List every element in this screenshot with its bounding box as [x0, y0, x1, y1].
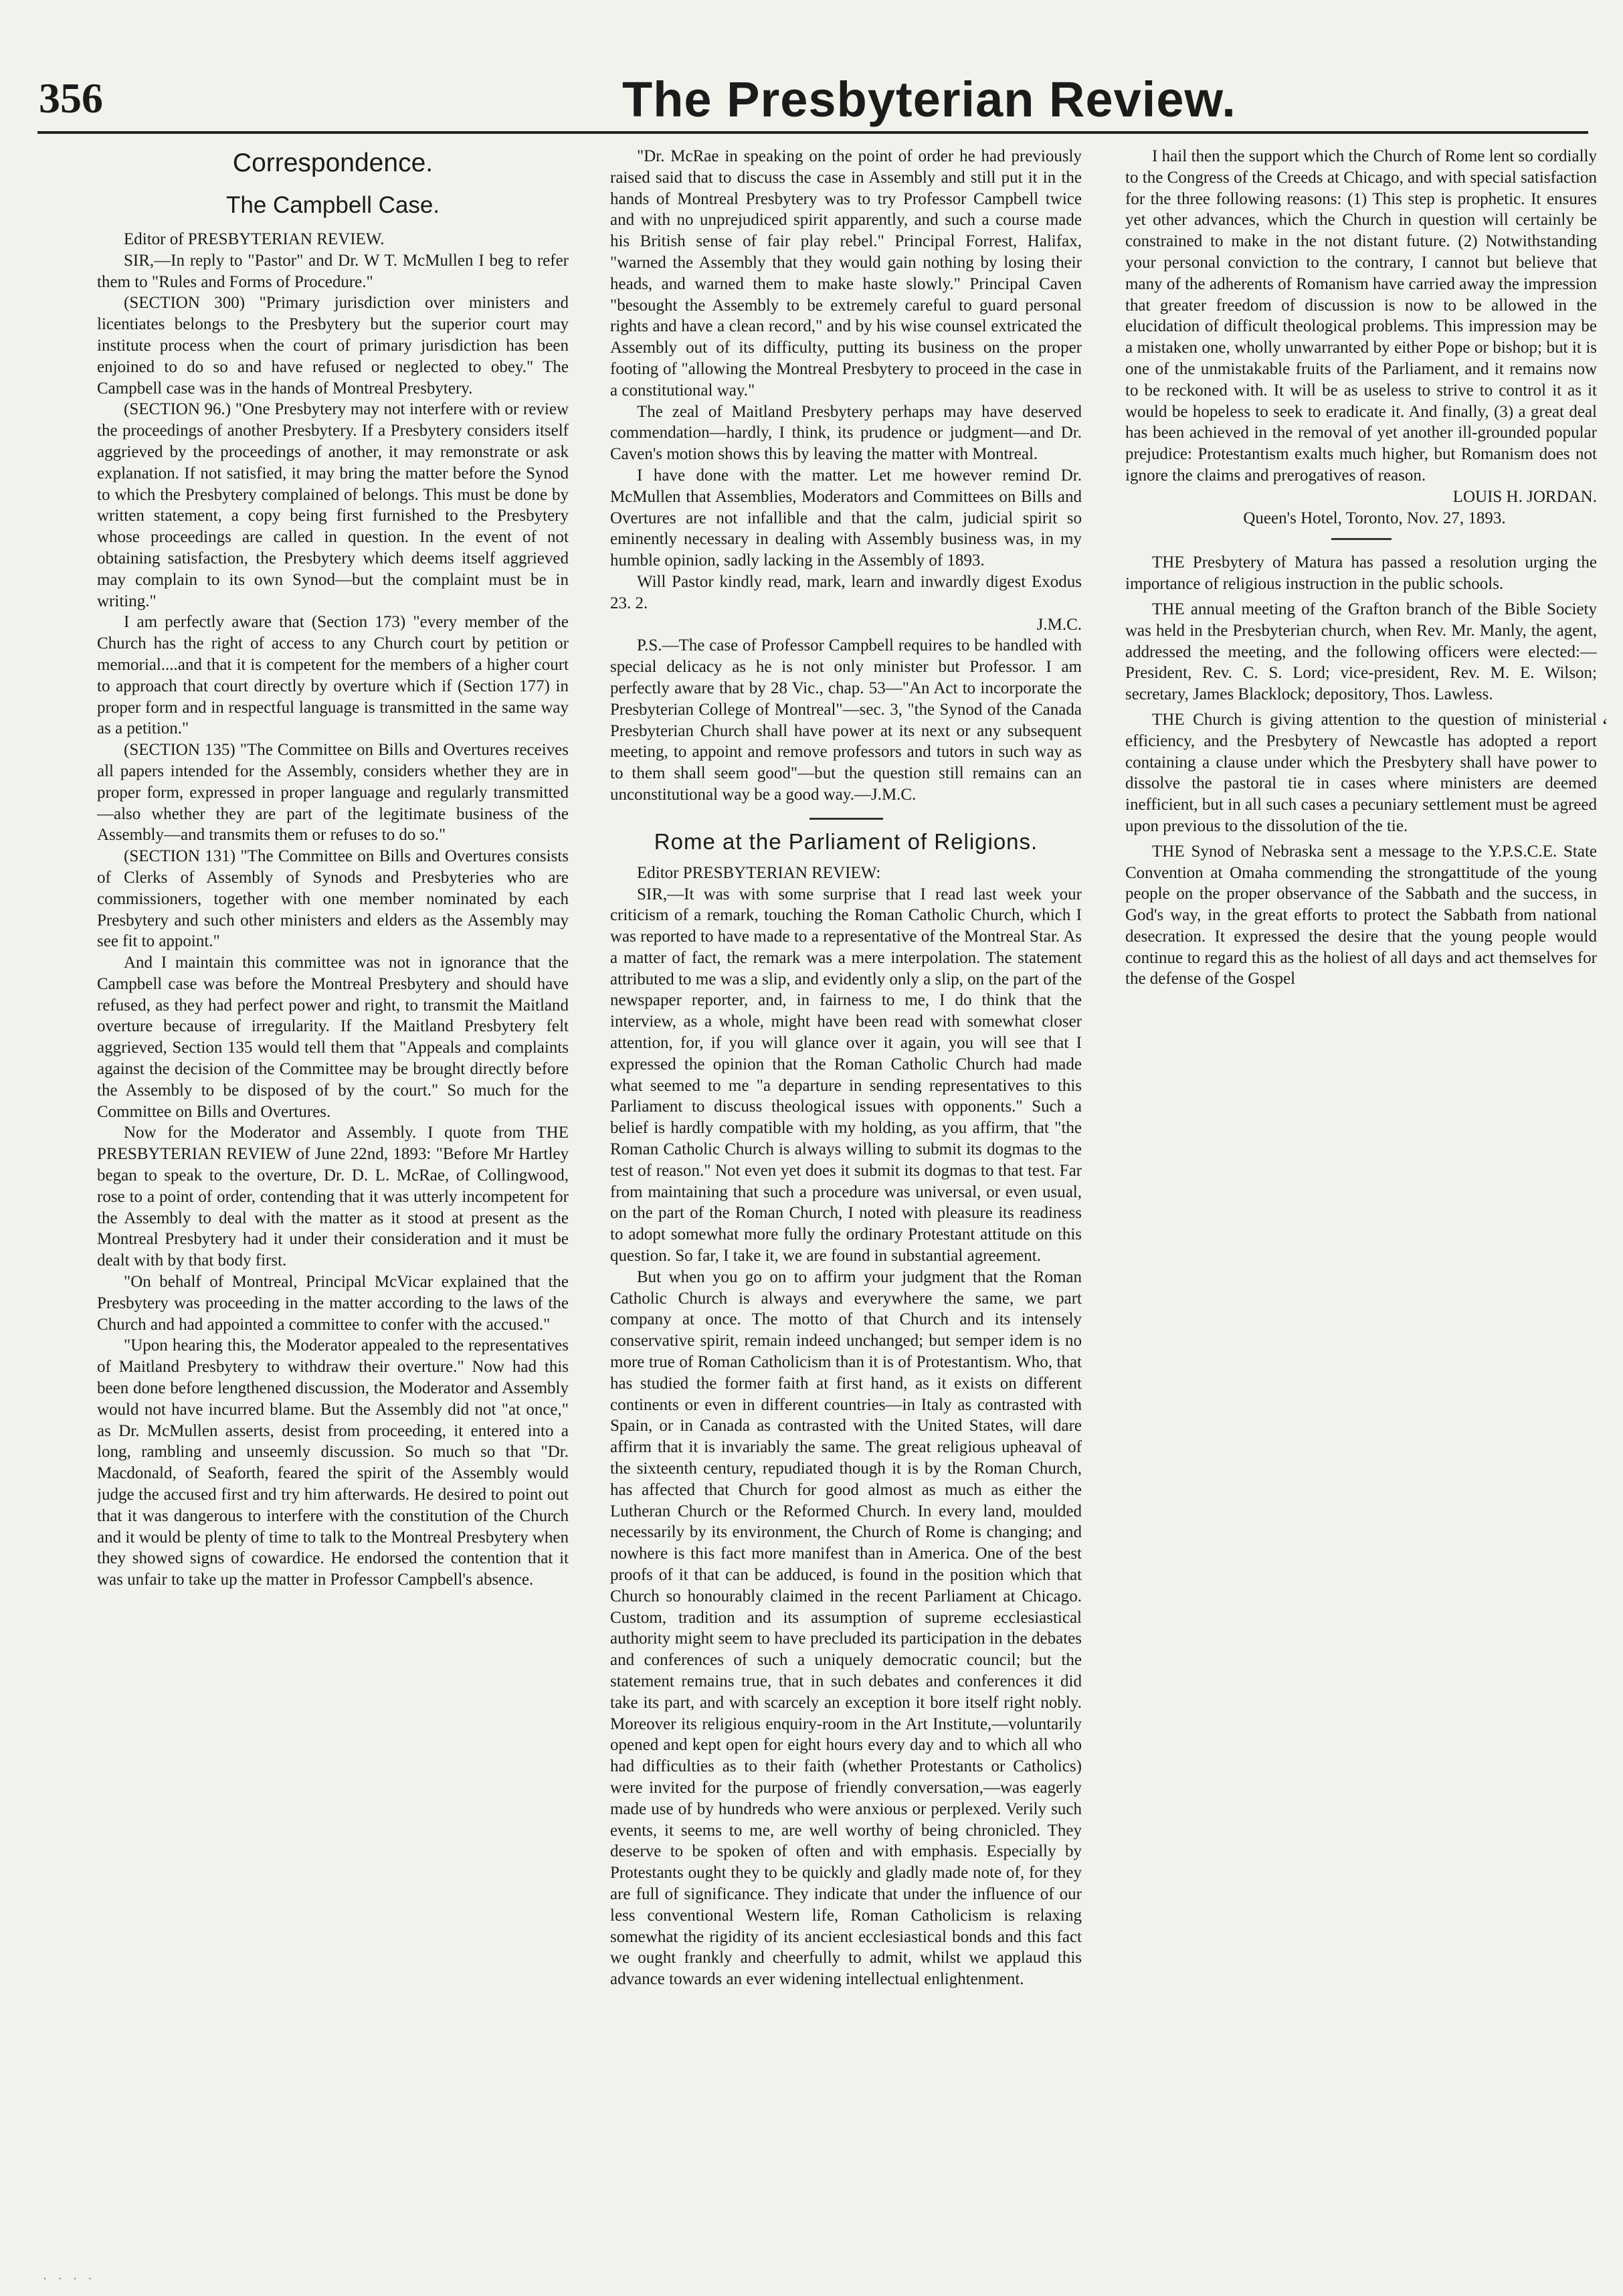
paragraph: "Dr. McRae in speaking on the point of order he had previously raised said that to discuss the case in Assembly and still put it in the hands of Montreal Presbytery was to try Professor Campbell twice and with no unprejudiced spirit apparently, and such a course made his British sense of fair play rebel." Principal Forrest, Halifax, "warned the Assembly that they would gain nothing by losing their heads, and warned them to make haste slowly." Principal Caven "besought the Assembly to be extremely careful to guard personal rights and have a clean record," and by his wise counsel extricated the Assembly out of its difficulty, putting its business on the proper footing of "allowing the Montreal Presbytery to proceed in the case in a constitutional way.": [610, 147, 1082, 400]
article-title: The Campbell Case.: [225, 192, 440, 218]
paragraph: "Upon hearing this, the Moderator appealed to the representatives of Maitland Presbytery to withdraw their overture." Now had this been done before lengthened discussion, the Moderator and Assembly would not have incurred blame. But the Assembly did not "at once," as Dr. McMullen asserts, desist from proceeding, it entered into a long, rambling and unseemly discussion. So much so that "Dr. Macdonald, of Seaforth, feared the spirit of the Assembly would judge the accused first and try him afterwards. He desired to point out that it was dangerous to interfere with the constitution of the Church and it would be plenty of time to talk to the Montreal Presbytery when they showed signs of cowardice. He endorsed the contention that it was unfair to take up the matter in Professor Campbell's absence.: [97, 1336, 569, 1589]
news-notice: THE Church is giving attention to the question of ministerial efficiency, and the Presbytery of Newcastle has adopted a report containing a clause under which the Presbytery shall have power to dissolve the pastoral tie in cases where ministers are deemed inefficient, but in all such cases a pecuniary settlement must be agreed upon previous to the dissolution of the tie.: [1125, 710, 1597, 835]
paragraph: (SECTION 96.) "One Presbytery may not interfere with or review the proceedings of another Presbytery. If a Presbytery considers itself aggrieved by the proceedings of another, it may remonstrate or ask explanation. If not satisfied, it may bring the matter before the Synod to which the Presbytery complained of belongs. This must be done by written statement, a copy being first furnished to the Presbytery whose proceedings are called in question. In the event of not obtaining satisfaction, the Presbytery which deems itself aggrieved may complain to its own Synod—but the complaint must be in writing.": [97, 400, 569, 610]
news-notice: THE Presbytery of Matura has passed a resolution urging the importance of religious instruction in the public schools.: [1125, 553, 1597, 594]
footer-marks: · · · ·: [43, 2272, 96, 2285]
paragraph: Now for the Moderator and Assembly. I quote from THE PRESBYTERIAN REVIEW of June 22nd, 1893: "Before Mr Hartley began to speak to the overture, Dr. D. L. McRae, of Collingwood, rose to a point of order, contending that it was utterly incompetent for the Assembly to deal with the matter as it stood at present as the Montreal Presbytery had it under their consideration and it must be dealt with by that body first.: [97, 1124, 569, 1270]
paragraph: And I maintain this committee was not in ignorance that the Campbell case was before the Montreal Presbytery and should have refused, as they had perfect power and right, to transmit the Maitland overture because of irregularity. If the Maitland Presbytery felt aggrieved, Section 135 would tell them that "Appeals and complaints against the decision of the Committee may be brought directly before the Assembly to be disposed of by the court." So much for the Committee on Bills and Overtures.: [97, 954, 569, 1121]
article-title: Rome at the Parliament of Religions.: [654, 828, 1038, 854]
signature: LOUIS H. JORDAN.: [1452, 487, 1597, 506]
divider: [1331, 538, 1392, 540]
paragraph: Will Pastor kindly read, mark, learn and inwardly digest Exodus 23. 2.: [610, 572, 1082, 612]
news-notice: THE annual meeting of the Grafton branch of the Bible Society was held in the Presbyterian church, when Rev. Mr. Manly, the agent, addressed the meeting, and the following officers were elected:—President, Rev. C. S. Lord; vice-president, Rev. M. E. Wilson; secretary, James Blacklock; depository, Thos. Lawless.: [1125, 600, 1597, 704]
paragraph: I have done with the matter. Let me however remind Dr. McMullen that Assemblies, Moderators and Committees on Bills and Overtures are not infallible and that the calm, judicial spirit so eminently necessary in dealing with Assembly business was, in my humble opinion, sadly lacking in the Assembly of 1893.: [610, 466, 1082, 570]
running-title: The Presbyterian Review.: [622, 72, 1236, 127]
editor-line: Editor PRESBYTERIAN REVIEW:: [637, 863, 881, 882]
paragraph: I am perfectly aware that (Section 173) "every member of the Church has the right of access to any Church court by petition or memorial....and that it is competent for the members of a higher court to approach that court directly by overture which if (Section 177) in proper form and in respectful language is transmitted in the same way as a petition.": [97, 613, 569, 738]
postscript: P.S.—The case of Professor Campbell requires to be handled with special delicacy as he is not only minister but Professor. I am perfectly aware that by 28 Vic., chap. 53—"An Act to incorporate the Presbyterian College of Montreal"—sec. 3, "the Synod of the Canada Presbyterian Church shall have power at its next or any subsequent meeting, to appoint and remove professors and tutors in such way as to them shall seem good"—but the question still remains can an unconstitutional way be a good way.—J.M.C.: [610, 636, 1082, 804]
header-rule: [37, 131, 1588, 134]
paragraph: (SECTION 300) "Primary jurisdiction over ministers and licentiates belongs to the Presbytery but the superior court may institute process when the court of primary jurisdiction has been enjoined to do so and have refused or neglected to obey." The Campbell case was in the hands of Montreal Presbytery.: [97, 294, 569, 398]
editor-line: Editor of PRESBYTERIAN REVIEW.: [124, 230, 385, 248]
paragraph: But when you go on to affirm your judgment that the Roman Catholic Church is always and everywhere the same, we part company at once. The motto of that Church and its intensely conservative spirit, remain indeed unchanged; but semper idem is no more true of Roman Catholicism than it is of Protestantism. Who, that has studied the former faith at first hand, as it exists on different continents or even in different countries—in Italy as contrasted with Spain, or in Canada as contrasted with the United States, will dare affirm that it is invariably the same. The great religious upheaval of the sixteenth century, repudiated though it is by the Roman Church, has affected that Church for good almost as much as either the Lutheran Church or the Reformed Church. In every land, moulded necessarily by its environment, the Church of Rome is changing; and nowhere is this fact more manifest than in America. One of the best proofs of it that can be adduced, is found in the position which that Church so honourably claimed in the recent Parliament at Chicago. Custom, tradition and its assumption of supreme ecclesiastical authority might seem to have precluded its participation in the debates and conferences of such a uniquely democratic council; but the statement remains true, that in such debates and conferences it did take its part, and with scarcely an exception it bore itself right nobly. Moreover its religious enquiry-room in the Art Institute,—voluntarily opened and kept open for eight hours every day and to which all who had difficulties as to their faith (whether Protestants or Catholics) were invited for the purpose of friendly conversation,—was eagerly made use of by hundreds who were anxious or perplexed. Verily such events, it seems to me, are well worthy of being chronicled. They deserve to be spoken of often and with emphasis. Especially by Protestants ought they to be quickly and gladly made note of, for they are full of significance. They indicate that under the influence of our less conventional Western life, Roman Catholicism is relaxing somewhat the rigidity of its ancient ecclesiastical bonds and this fact we ought frankly and cheerfully to admit, whilst we applaud this advance towards an ever widening intellectual enlightenment.: [610, 1267, 1082, 1989]
column-2: [610, 146, 1082, 2200]
paragraph: SIR,—In reply to "Pastor" and Dr. W T. McMullen I beg to refer them to "Rules and Forms of Procedure.": [97, 251, 569, 291]
paragraph: "On behalf of Montreal, Principal McVicar explained that the Presbytery was proceeding in the matter according to the laws of the Church and had appointed a committee to confer with the accused.": [97, 1273, 569, 1334]
paragraph: (SECTION 135) "The Committee on Bills and Overtures receives all papers intended for the Assembly, considers whether they are in proper form, expressed in proper language and regularly transmitted—also whether they are part of the legitimate business of the Assembly—and transmits them or refuses to do so.": [97, 741, 569, 845]
paragraph: (SECTION 131) "The Committee on Bills and Overtures consists of Clerks of Assembly of Synods and Presbyteries who are commissioners, together with one member nominated by each Presbytery and such other ministers and elders as the Assembly may see fit to appoint.": [97, 847, 569, 951]
paragraph: The zeal of Maitland Presbytery perhaps may have deserved commendation—hardly, I think, its prudence or judgment—and Dr. Caven's motion shows this by leaving the matter with Montreal.: [610, 402, 1082, 464]
page-number: 356: [39, 74, 103, 122]
paragraph: SIR,—It was with some surprise that I read last week your criticism of a remark, touching the Roman Catholic Church, which I was reported to have made to a representative of the Montreal Star. As a matter of fact, the remark was a mere interpolation. The statement attributed to me was a slip, and evidently only a slip, on the part of the newspaper reporter, and, in fairness to me, I do think that the interview, as a whole, might have been read with somewhat closer attention, for, if you will glance over it again, you will see that I expressed the opinion that the Roman Catholic Church had made what seemed to me "a departure in sending representatives to this Parliament to discuss theological issues with opponents." Such a belief is hardly compatible with my holding, as you affirm, that "the Roman Catholic Church is always willing to submit its dogmas to the test of reason." Not even yet does it submit its dogmas to that test. Far from maintaining that such a procedure was universal, or even usual, on the part of the Roman Church, I noted with pleasure its readiness to adopt somewhat more fully the ordinary Protestant attitude on this question. So far, I take it, we are found in substantial agreement.: [610, 885, 1082, 1265]
signature: J.M.C.: [1036, 615, 1082, 634]
section-title: Correspondence.: [232, 149, 434, 177]
news-notice: THE Synod of Nebraska sent a message to the Y.P.S.C.E. State Convention at Omaha commending the strongattitude of the young people on the proper observance of the Sabbath and the success, in God's way, in the great efforts to protect the Sabbath from national desecration. It expressed the desire that the young people would continue to regard this as the holiest of all days and act themselves for the defense of the Gospel: [1125, 842, 1597, 988]
paragraph: I hail then the support which the Church of Rome lent so cordially to the Congress of the Creeds at Chicago, and with special satisfaction for the three following reasons: (1) This step is prophetic. It ensures yet other advances, which the Church in question will certainly be constrained to make in the not distant future. (2) Notwithstanding your personal conviction to the contrary, I cannot but believe that many of the adherents of Romanism have carried away the impression that greater freedom of discussion is now to be allowed in the elucidation of difficult theological problems. This impression may be a mistaken one, wholly unwarranted by either Pope or bishop; but it is one of the unmistakable fruits of the Parliament, and it remains now to be reckoned with. It will be as useless to strive to control it as it would be hopeless to seek to eradicate it. And finally, (3) a great deal has been achieved in the removal of yet another ill-grounded popular prejudice: Protestantism exalts much higher, but Romanism does not ignore the claims and prerogatives of reason.: [1125, 147, 1597, 484]
column-1: [97, 146, 569, 2200]
divider: [809, 818, 883, 820]
place-date: Queen's Hotel, Toronto, Nov. 27, 1893.: [1243, 509, 1506, 527]
margin-mark: ‘: [1602, 715, 1608, 737]
column-3: [1125, 146, 1597, 2200]
